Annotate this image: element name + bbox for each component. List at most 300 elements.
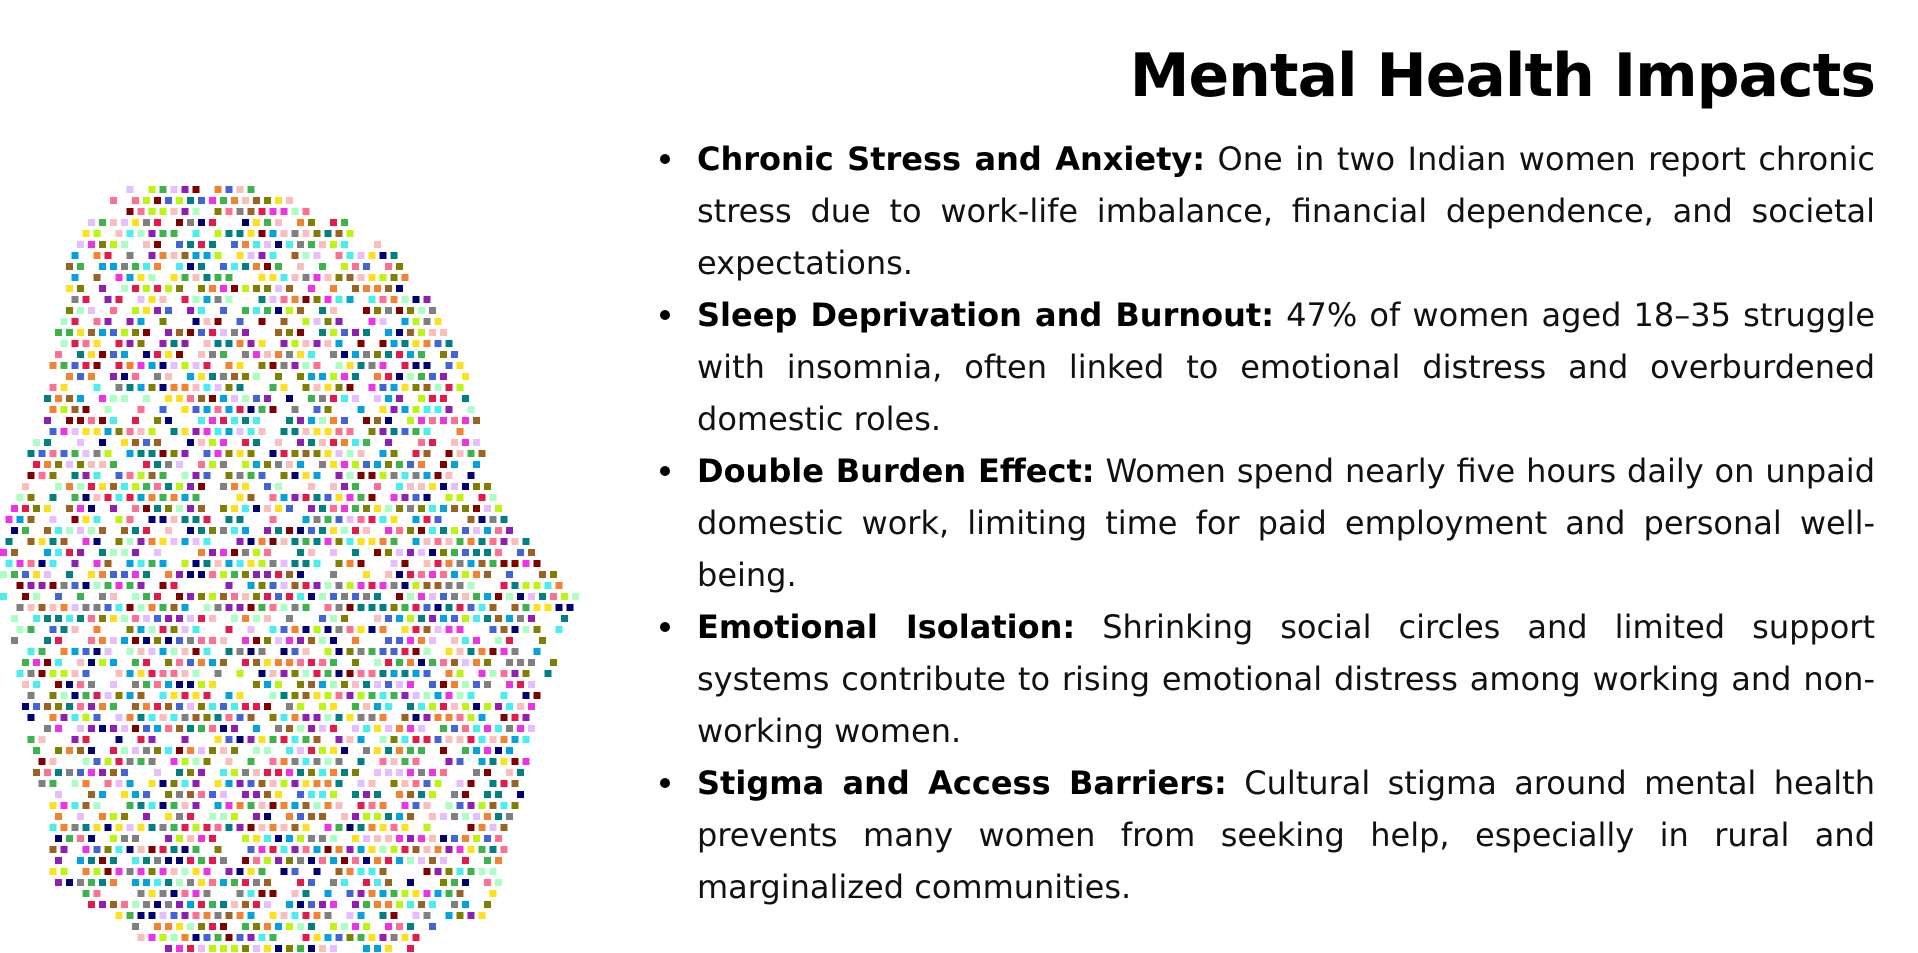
mosaic-tile — [490, 648, 497, 655]
mosaic-tile — [6, 516, 13, 523]
mosaic-tile — [226, 934, 233, 941]
mosaic-tile — [187, 307, 194, 314]
mosaic-tile — [506, 571, 513, 578]
mosaic-tile — [248, 758, 255, 765]
mosaic-tile — [215, 340, 222, 347]
mosaic-tile — [132, 615, 139, 622]
mosaic-tile — [297, 373, 304, 380]
mosaic-tile — [457, 890, 464, 897]
mosaic-tile — [204, 428, 211, 435]
mosaic-tile — [292, 582, 299, 589]
mosaic-tile — [451, 681, 458, 688]
mosaic-tile — [308, 835, 315, 842]
mosaic-tile — [281, 736, 288, 743]
mosaic-tile — [330, 835, 337, 842]
mosaic-tile — [440, 417, 447, 424]
mosaic-tile — [539, 637, 546, 644]
mosaic-tile — [198, 241, 205, 248]
mosaic-tile — [391, 538, 398, 545]
mosaic-tile — [352, 483, 359, 490]
mosaic-tile — [435, 626, 442, 633]
mosaic-tile — [187, 747, 194, 754]
mosaic-tile — [259, 670, 266, 677]
mosaic-tile — [187, 879, 194, 886]
mosaic-tile — [479, 494, 486, 501]
mosaic-tile — [248, 252, 255, 259]
mosaic-tile — [143, 263, 150, 270]
mosaic-tile — [171, 824, 178, 831]
mosaic-tile — [418, 857, 425, 864]
mosaic-tile — [72, 516, 79, 523]
mosaic-tile — [380, 758, 387, 765]
mosaic-tile — [138, 406, 145, 413]
mosaic-tile — [94, 340, 101, 347]
mosaic-tile — [473, 571, 480, 578]
mosaic-tile — [77, 659, 84, 666]
mosaic-tile — [116, 428, 123, 435]
mosaic-tile — [369, 384, 376, 391]
mosaic-tile — [319, 417, 326, 424]
mosaic-tile — [127, 494, 134, 501]
mosaic-tile — [473, 615, 480, 622]
mosaic-tile — [264, 835, 271, 842]
mosaic-tile — [149, 780, 156, 787]
mosaic-tile — [358, 494, 365, 501]
mosaic-tile — [314, 450, 321, 457]
mosaic-tile — [259, 582, 266, 589]
mosaic-tile — [490, 494, 497, 501]
mosaic-tile — [413, 604, 420, 611]
mosaic-tile — [429, 791, 436, 798]
mosaic-tile — [264, 241, 271, 248]
mosaic-tile — [94, 450, 101, 457]
mosaic-tile — [402, 626, 409, 633]
mosaic-tile — [512, 670, 519, 677]
mosaic-tile — [176, 263, 183, 270]
mosaic-tile — [215, 252, 222, 259]
mosaic-tile — [330, 901, 337, 908]
mosaic-tile — [253, 395, 260, 402]
mosaic-tile — [132, 483, 139, 490]
mosaic-tile — [231, 505, 238, 512]
mosaic-tile — [374, 241, 381, 248]
mosaic-tile — [385, 285, 392, 292]
mosaic-tile — [457, 582, 464, 589]
mosaic-tile — [242, 461, 249, 468]
mosaic-tile — [380, 450, 387, 457]
mosaic-tile — [176, 637, 183, 644]
mosaic-tile — [259, 252, 266, 259]
mosaic-tile — [451, 659, 458, 666]
mosaic-tile — [495, 505, 502, 512]
mosaic-tile — [319, 593, 326, 600]
mosaic-tile — [336, 230, 343, 237]
mosaic-tile — [66, 835, 73, 842]
mosaic-tile — [286, 505, 293, 512]
mosaic-tile — [468, 406, 475, 413]
mosaic-tile — [391, 450, 398, 457]
mosaic-tile — [187, 571, 194, 578]
mosaic-tile — [176, 769, 183, 776]
mosaic-tile — [369, 802, 376, 809]
mosaic-tile — [193, 868, 200, 875]
mosaic-tile — [270, 736, 277, 743]
mosaic-tile — [121, 571, 128, 578]
mosaic-tile — [330, 527, 337, 534]
mosaic-tile — [314, 560, 321, 567]
mosaic-tile — [451, 725, 458, 732]
mosaic-tile — [303, 934, 310, 941]
mosaic-tile — [88, 681, 95, 688]
mosaic-tile — [319, 307, 326, 314]
mosaic-tile — [187, 197, 194, 204]
mosaic-tile — [231, 483, 238, 490]
mosaic-tile — [138, 714, 145, 721]
mosaic-tile — [440, 593, 447, 600]
mosaic-tile — [473, 549, 480, 556]
mosaic-tile — [44, 769, 51, 776]
mosaic-tile — [462, 659, 469, 666]
mosaic-tile — [154, 725, 161, 732]
mosaic-tile — [523, 538, 530, 545]
mosaic-tile — [242, 285, 249, 292]
mosaic-tile — [28, 736, 35, 743]
mosaic-tile — [198, 879, 205, 886]
mosaic-tile — [358, 890, 365, 897]
mosaic-tile — [396, 527, 403, 534]
mosaic-tile — [171, 230, 178, 237]
mosaic-tile — [99, 593, 106, 600]
mosaic-tile — [105, 428, 112, 435]
mosaic-tile — [215, 736, 222, 743]
mosaic-tile — [435, 318, 442, 325]
mosaic-tile — [264, 703, 271, 710]
mosaic-tile — [160, 340, 167, 347]
mosaic-tile — [281, 802, 288, 809]
mosaic-tile — [374, 945, 381, 952]
mosaic-tile — [99, 571, 106, 578]
mosaic-tile — [110, 307, 117, 314]
mosaic-tile — [358, 560, 365, 567]
mosaic-tile — [55, 703, 62, 710]
mosaic-tile — [556, 604, 563, 611]
mosaic-tile — [77, 417, 84, 424]
mosaic-tile — [242, 703, 249, 710]
mosaic-tile — [215, 934, 222, 941]
mosaic-tile — [248, 340, 255, 347]
mosaic-tile — [385, 703, 392, 710]
mosaic-tile — [473, 725, 480, 732]
mosaic-tile — [429, 703, 436, 710]
mosaic-tile — [424, 318, 431, 325]
mosaic-tile — [77, 593, 84, 600]
mosaic-tile — [281, 846, 288, 853]
mosaic-tile — [248, 714, 255, 721]
mosaic-tile — [462, 417, 469, 424]
mosaic-tile — [209, 395, 216, 402]
mosaic-tile — [363, 505, 370, 512]
mosaic-tile — [446, 868, 453, 875]
mosaic-tile — [352, 659, 359, 666]
mosaic-tile — [380, 736, 387, 743]
mosaic-tile — [193, 912, 200, 919]
mosaic-tile — [88, 461, 95, 468]
mosaic-tile — [451, 791, 458, 798]
mosaic-tile — [33, 747, 40, 754]
mosaic-tile — [110, 329, 117, 336]
mosaic-tile — [297, 417, 304, 424]
mosaic-tile — [88, 307, 95, 314]
mosaic-tile — [347, 274, 354, 281]
mosaic-tile — [231, 417, 238, 424]
mosaic-tile — [429, 769, 436, 776]
mosaic-tile — [385, 923, 392, 930]
mosaic-tile — [143, 527, 150, 534]
mosaic-tile — [237, 604, 244, 611]
mosaic-tile — [264, 659, 271, 666]
mosaic-tile — [17, 582, 24, 589]
mosaic-tile — [358, 252, 365, 259]
mosaic-tile — [237, 208, 244, 215]
mosaic-tile — [374, 879, 381, 886]
mosaic-tile — [165, 395, 172, 402]
mosaic-tile — [413, 670, 420, 677]
mosaic-tile — [358, 868, 365, 875]
mosaic-tile — [446, 692, 453, 699]
mosaic-tile — [66, 417, 73, 424]
mosaic-tile — [270, 450, 277, 457]
mosaic-tile — [127, 252, 134, 259]
mosaic-tile — [457, 912, 464, 919]
mosaic-tile — [198, 395, 205, 402]
mosaic-tile — [264, 461, 271, 468]
mosaic-tile — [105, 604, 112, 611]
mosaic-tile — [303, 538, 310, 545]
mosaic-tile — [193, 714, 200, 721]
mosaic-tile — [231, 197, 238, 204]
mosaic-tile — [105, 560, 112, 567]
mosaic-tile — [77, 263, 84, 270]
mosaic-tile — [358, 604, 365, 611]
mosaic-tile — [253, 725, 260, 732]
mosaic-tile — [303, 714, 310, 721]
mosaic-tile — [325, 824, 332, 831]
mosaic-tile — [50, 780, 57, 787]
mosaic-tile — [138, 934, 145, 941]
mosaic-tile — [165, 329, 172, 336]
mosaic-tile — [407, 725, 414, 732]
mosaic-tile — [143, 857, 150, 864]
mosaic-tile — [182, 692, 189, 699]
mosaic-tile — [220, 571, 227, 578]
mosaic-tile — [248, 648, 255, 655]
mosaic-tile — [215, 450, 222, 457]
mosaic-tile — [204, 450, 211, 457]
mosaic-tile — [413, 758, 420, 765]
mosaic-tile — [182, 758, 189, 765]
mosaic-tile — [149, 252, 156, 259]
mosaic-tile — [380, 516, 387, 523]
mosaic-tile — [138, 912, 145, 919]
mosaic-tile — [506, 637, 513, 644]
mosaic-tile — [121, 351, 128, 358]
mosaic-tile — [187, 901, 194, 908]
mosaic-tile — [182, 516, 189, 523]
mosaic-tile — [501, 626, 508, 633]
mosaic-tile — [160, 692, 167, 699]
mosaic-tile — [77, 835, 84, 842]
mosaic-tile — [171, 692, 178, 699]
mosaic-tile — [495, 527, 502, 534]
mosaic-tile — [83, 230, 90, 237]
mosaic-tile — [121, 769, 128, 776]
mosaic-tile — [374, 593, 381, 600]
mosaic-tile — [110, 373, 117, 380]
mosaic-tile — [138, 582, 145, 589]
mosaic-tile — [22, 483, 29, 490]
mosaic-tile — [308, 681, 315, 688]
mosaic-tile — [61, 538, 68, 545]
mosaic-tile — [484, 659, 491, 666]
mosaic-tile — [407, 791, 414, 798]
mosaic-tile — [264, 813, 271, 820]
mosaic-tile — [314, 582, 321, 589]
mosaic-tile — [308, 725, 315, 732]
mosaic-tile — [495, 593, 502, 600]
mosaic-tile — [226, 582, 233, 589]
mosaic-tile — [149, 362, 156, 369]
mosaic-tile — [160, 912, 167, 919]
mosaic-tile — [424, 648, 431, 655]
mosaic-tile — [127, 362, 134, 369]
mosaic-tile — [127, 868, 134, 875]
mosaic-tile — [116, 362, 123, 369]
mosaic-tile — [506, 703, 513, 710]
mosaic-tile — [440, 329, 447, 336]
mosaic-tile — [473, 747, 480, 754]
mosaic-tile — [429, 439, 436, 446]
mosaic-tile — [440, 483, 447, 490]
mosaic-tile — [457, 384, 464, 391]
mosaic-tile — [55, 791, 62, 798]
mosaic-tile — [226, 186, 233, 193]
mosaic-tile — [209, 923, 216, 930]
mosaic-tile — [171, 208, 178, 215]
mosaic-tile — [88, 857, 95, 864]
mosaic-tile — [88, 659, 95, 666]
mosaic-tile — [484, 615, 491, 622]
mosaic-tile — [369, 714, 376, 721]
mosaic-tile — [468, 538, 475, 545]
mosaic-tile — [94, 274, 101, 281]
mosaic-tile — [363, 813, 370, 820]
mosaic-tile — [182, 340, 189, 347]
mosaic-tile — [160, 230, 167, 237]
mosaic-tile — [446, 626, 453, 633]
mosaic-tile — [220, 395, 227, 402]
mosaic-tile — [226, 912, 233, 919]
mosaic-tile — [341, 681, 348, 688]
mosaic-tile — [462, 549, 469, 556]
mosaic-tile — [319, 945, 326, 952]
mosaic-tile — [352, 703, 359, 710]
mosaic-tile — [226, 824, 233, 831]
mosaic-tile — [286, 769, 293, 776]
mosaic-tile — [149, 538, 156, 545]
mosaic-tile — [176, 703, 183, 710]
mosaic-tile — [83, 780, 90, 787]
mosaic-tile — [33, 461, 40, 468]
mosaic-tile — [242, 241, 249, 248]
mosaic-tile — [336, 736, 343, 743]
mosaic-tile — [303, 626, 310, 633]
mosaic-tile — [110, 417, 117, 424]
mosaic-tile — [330, 879, 337, 886]
mosaic-tile — [110, 505, 117, 512]
mosaic-tile — [61, 582, 68, 589]
mosaic-tile — [385, 527, 392, 534]
mosaic-tile — [380, 692, 387, 699]
mosaic-tile — [490, 538, 497, 545]
mosaic-tile — [176, 923, 183, 930]
mosaic-tile — [325, 648, 332, 655]
mosaic-tile — [33, 681, 40, 688]
mosaic-tile — [407, 329, 414, 336]
mosaic-tile — [204, 560, 211, 567]
mosaic-tile — [418, 373, 425, 380]
mosaic-tile — [264, 857, 271, 864]
mosaic-tile — [264, 593, 271, 600]
mosaic-tile — [358, 340, 365, 347]
mosaic-tile — [138, 340, 145, 347]
mosaic-tile — [61, 384, 68, 391]
mosaic-tile — [396, 637, 403, 644]
mosaic-tile — [292, 626, 299, 633]
mosaic-tile — [440, 571, 447, 578]
mosaic-tile — [341, 373, 348, 380]
mosaic-tile — [99, 527, 106, 534]
mosaic-tile — [160, 252, 167, 259]
mosaic-tile — [165, 285, 172, 292]
mosaic-tile — [407, 835, 414, 842]
mosaic-tile — [490, 802, 497, 809]
mosaic-tile — [490, 604, 497, 611]
mosaic-tile — [270, 890, 277, 897]
mosaic-tile — [116, 670, 123, 677]
mosaic-tile — [171, 648, 178, 655]
mosaic-tile — [418, 659, 425, 666]
mosaic-tile — [220, 813, 227, 820]
mosaic-tile — [171, 186, 178, 193]
mosaic-tile — [292, 912, 299, 919]
mosaic-tile — [198, 703, 205, 710]
mosaic-tile — [215, 274, 222, 281]
mosaic-tile — [528, 703, 535, 710]
mosaic-tile — [429, 527, 436, 534]
mosaic-tile — [468, 692, 475, 699]
mosaic-tile — [270, 362, 277, 369]
mosaic-tile — [451, 439, 458, 446]
mosaic-tile — [418, 769, 425, 776]
mosaic-tile — [105, 450, 112, 457]
mosaic-tile — [171, 428, 178, 435]
mosaic-tile — [187, 395, 194, 402]
mosaic-tile — [149, 516, 156, 523]
mosaic-tile — [28, 604, 35, 611]
mosaic-tile — [501, 846, 508, 853]
mosaic-tile — [264, 879, 271, 886]
mosaic-tile — [352, 527, 359, 534]
